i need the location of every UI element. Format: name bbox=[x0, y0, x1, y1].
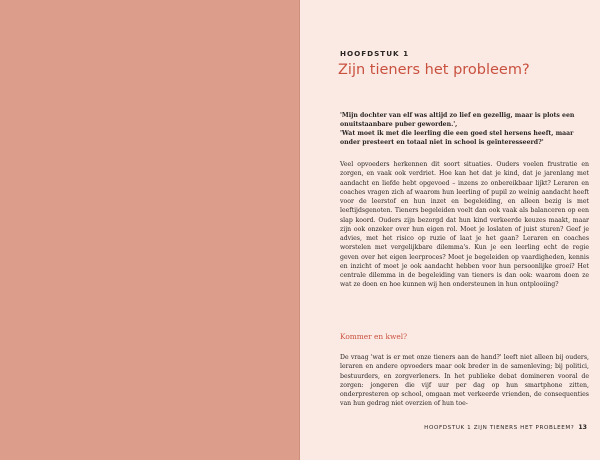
left-page-blank bbox=[0, 0, 299, 460]
page-footer bbox=[424, 424, 587, 431]
running-head: HOOFDSTUK 1 ZIJN TIENERS HET PROBLEEM? bbox=[424, 425, 575, 431]
section-heading: Kommer en kwel? bbox=[340, 332, 408, 341]
right-page bbox=[300, 0, 600, 460]
opening-quotes bbox=[340, 111, 589, 147]
chapter-title: Zijn tieners het probleem? bbox=[338, 62, 530, 78]
quote-2: 'Wat moet ik met die leerling die een goed stel hersens heeft, maar onder presteert en totaal niet in school is geïnteresseerd?' bbox=[340, 130, 574, 147]
body-paragraph-2: De vraag 'wat is er met onze tieners aan de hand?' leeft niet alleen bij ouders, leraren en andere opvoeders maar ook breder in de samenleving; bij politici, bestuurders, en zorgverleners. In het publieke debat domineren vooral de zorgen: jongeren die vijf uur per dag op hun smartphone zitten, onderpresteren op school, omgaan met verkeerde vrienden, de consequenties van hun gedrag niet overzien of hun toe- bbox=[340, 354, 589, 408]
chapter-label: HOOFDSTUK 1 bbox=[340, 49, 410, 58]
body-paragraph-1: Veel opvoeders herkennen dit soort situaties. Ouders voelen frustratie en zorgen, en vaak ook verdriet. Hoe kan het dat je kind, dat je jarenlang met aandacht en liefde hebt opgevoed – inzens zo onbereikbaar lijkt? Leraren en coaches vragen zich af waarom hun leerling of pupil zo weinig aandacht heeft voor de leerstof en hun inzet en begeleiding, en alleen bezig is met leeftijdsgenoten. Tieners begeleiden voelt dan ook vaak als balanceren op een slap koord. Ouders zijn bezorgd dat hun kind verkeerde keuzes maakt, maar zijn ook onzeker over hun eigen rol. Moet je loslaten of juist sturen? Geef je advies, met het risico op ruzie of laat je het gaan? Leraren en coaches worstelen met vergelijkbare dilemma's. Kun je een leerling echt de regie geven over het eigen leerproces? Moet je begeleiden op vaardigheden, kennis en inzicht of moet je ook aandacht hebben voor hun persoonlijke groei? Het centrale dilemma in de begeleiding van tieners is dan ook: waarom doen ze wat ze doen en hoe kunnen wij hen ondersteunen in hun ontplooiing? bbox=[340, 161, 589, 289]
quote-1: 'Mijn dochter van elf was altijd zo lief en gezellig, maar is plots een onuitstaanbare puber geworden.', bbox=[340, 112, 575, 129]
page-number: 13 bbox=[578, 424, 587, 431]
